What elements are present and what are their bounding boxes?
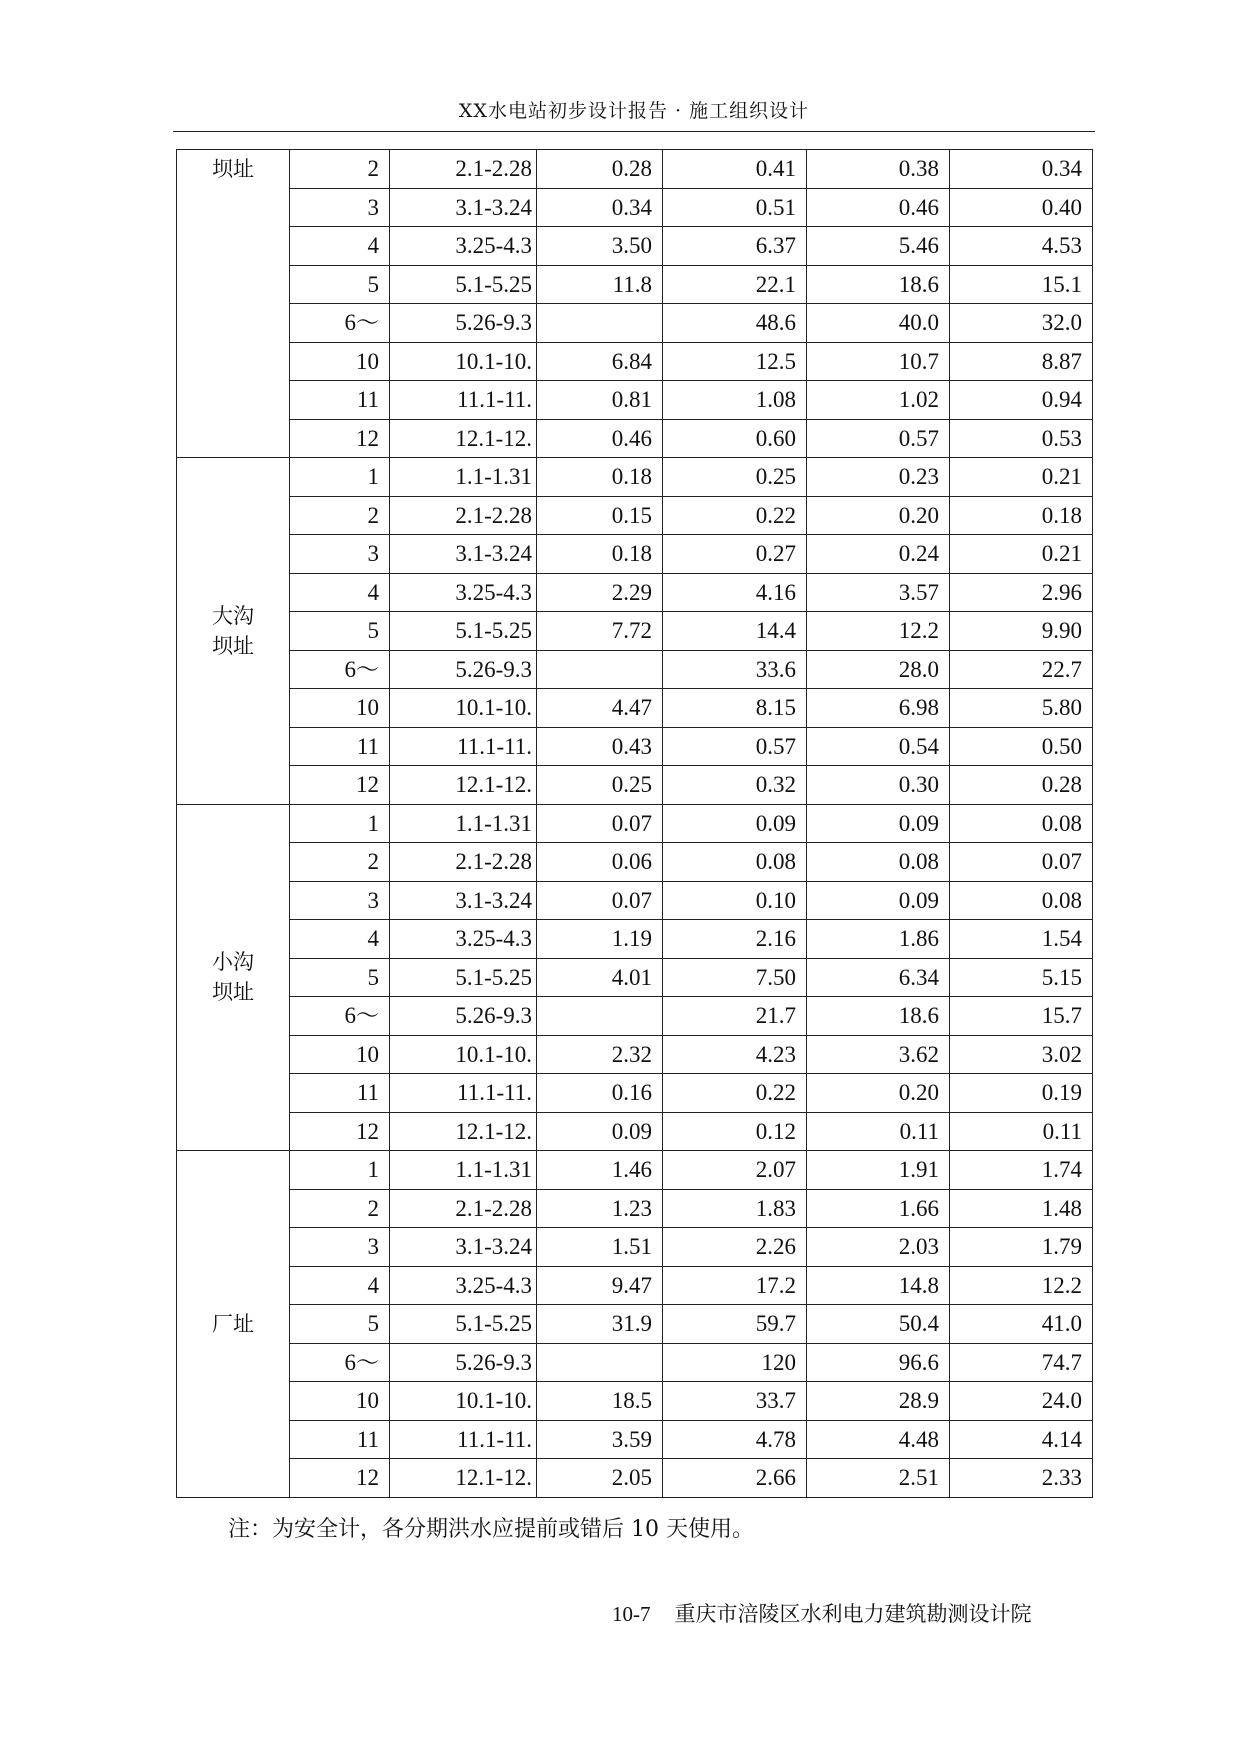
table-cell: 6～	[290, 304, 390, 343]
table-cell: 5	[290, 958, 390, 997]
table-cell: 5	[290, 1305, 390, 1344]
table-cell: 2	[290, 496, 390, 535]
table-cell: 2.26	[663, 1228, 807, 1267]
table-cell: 4	[290, 573, 390, 612]
table-cell: 3.25-4.3	[390, 920, 537, 959]
table-cell: 0.53	[950, 419, 1093, 458]
table-row	[177, 1382, 1093, 1421]
table-cell: 59.7	[663, 1305, 807, 1344]
table-cell: 33.6	[663, 650, 807, 689]
table-cell: 0.94	[950, 381, 1093, 420]
table-cell: 0.07	[537, 881, 663, 920]
table-cell: 0.09	[663, 804, 807, 843]
table-cell: 50.4	[807, 1305, 950, 1344]
table-cell: 8.87	[950, 342, 1093, 381]
table-cell: 0.09	[807, 804, 950, 843]
table-cell: 0.20	[807, 1074, 950, 1113]
table-row	[177, 1112, 1093, 1151]
table-cell: 96.6	[807, 1343, 950, 1382]
table-row	[177, 265, 1093, 304]
table-cell: 2.1-2.28	[390, 1189, 537, 1228]
table-cell: 3.62	[807, 1035, 950, 1074]
table-cell: 4	[290, 227, 390, 266]
flood-table-body	[177, 150, 1093, 1498]
table-cell: 0.11	[807, 1112, 950, 1151]
table-cell: 120	[663, 1343, 807, 1382]
table-cell: 0.81	[537, 381, 663, 420]
table-cell: 11	[290, 727, 390, 766]
table-cell: 0.07	[537, 804, 663, 843]
table-cell: 18.6	[807, 997, 950, 1036]
table-cell: 11.1-11.	[390, 1074, 537, 1113]
table-cell	[537, 650, 663, 689]
table-row	[177, 1343, 1093, 1382]
table-cell: 0.25	[537, 766, 663, 805]
table-cell: 6～	[290, 1343, 390, 1382]
table-row	[177, 997, 1093, 1036]
table-cell: 0.22	[663, 496, 807, 535]
table-cell: 6～	[290, 997, 390, 1036]
table-cell: 2.66	[663, 1459, 807, 1498]
header-rule	[173, 131, 1095, 132]
table-cell: 0.28	[537, 150, 663, 189]
table-row	[177, 727, 1093, 766]
table-cell: 2	[290, 150, 390, 189]
table-cell: 48.6	[663, 304, 807, 343]
table-cell: 0.08	[950, 881, 1093, 920]
table-cell: 10	[290, 1382, 390, 1421]
table-cell: 4.23	[663, 1035, 807, 1074]
table-cell: 3.1-3.24	[390, 881, 537, 920]
table-cell: 0.18	[537, 458, 663, 497]
table-cell: 28.9	[807, 1382, 950, 1421]
site-cell: 大沟坝址	[177, 458, 290, 805]
table-cell: 10.1-10.	[390, 342, 537, 381]
table-row	[177, 843, 1093, 882]
table-row	[177, 1420, 1093, 1459]
table-cell: 5.1-5.25	[390, 1305, 537, 1344]
table-cell: 1.66	[807, 1189, 950, 1228]
table-row	[177, 150, 1093, 189]
table-cell: 1.54	[950, 920, 1093, 959]
site-cell: 小沟坝址	[177, 804, 290, 1151]
table-cell: 12	[290, 1112, 390, 1151]
table-cell: 0.24	[807, 535, 950, 574]
table-cell: 18.6	[807, 265, 950, 304]
table-cell: 12	[290, 419, 390, 458]
table-cell: 0.08	[807, 843, 950, 882]
footer-organization: 重庆市涪陵区水利电力建筑勘测设计院	[674, 1602, 1032, 1626]
table-cell: 0.08	[663, 843, 807, 882]
table-cell: 0.16	[537, 1074, 663, 1113]
table-cell: 2.16	[663, 920, 807, 959]
table-cell: 1.46	[537, 1151, 663, 1190]
table-cell: 10.7	[807, 342, 950, 381]
table-row	[177, 188, 1093, 227]
table-cell: 0.34	[537, 188, 663, 227]
table-cell: 0.18	[537, 535, 663, 574]
table-cell: 1.1-1.31	[390, 804, 537, 843]
table-cell: 15.1	[950, 265, 1093, 304]
table-cell: 5	[290, 612, 390, 651]
table-cell: 6.84	[537, 342, 663, 381]
table-cell: 5.1-5.25	[390, 958, 537, 997]
table-cell: 3.25-4.3	[390, 573, 537, 612]
table-cell: 0.34	[950, 150, 1093, 189]
table-cell: 2.33	[950, 1459, 1093, 1498]
table-row	[177, 650, 1093, 689]
table-cell: 10.1-10.	[390, 1035, 537, 1074]
table-cell: 3.59	[537, 1420, 663, 1459]
table-row	[177, 958, 1093, 997]
table-cell: 14.4	[663, 612, 807, 651]
table-cell: 2.51	[807, 1459, 950, 1498]
table-row	[177, 612, 1093, 651]
table-note: 注：为安全计，各分期洪水应提前或错后 10 天使用。	[228, 1517, 754, 1542]
table-cell: 2.1-2.28	[390, 150, 537, 189]
table-cell: 0.28	[950, 766, 1093, 805]
table-cell: 0.57	[807, 419, 950, 458]
table-cell: 3.1-3.24	[390, 535, 537, 574]
table-row	[177, 419, 1093, 458]
table-cell: 15.7	[950, 997, 1093, 1036]
table-cell: 12	[290, 766, 390, 805]
table-cell: 0.10	[663, 881, 807, 920]
table-cell: 10.1-10.	[390, 689, 537, 728]
table-cell: 2.1-2.28	[390, 496, 537, 535]
table-cell: 11	[290, 1074, 390, 1113]
table-cell: 0.60	[663, 419, 807, 458]
table-cell: 24.0	[950, 1382, 1093, 1421]
table-row	[177, 573, 1093, 612]
table-cell	[537, 304, 663, 343]
table-cell: 4.78	[663, 1420, 807, 1459]
table-cell: 0.21	[950, 535, 1093, 574]
table-cell: 10	[290, 1035, 390, 1074]
table-cell: 0.19	[950, 1074, 1093, 1113]
table-cell: 2.32	[537, 1035, 663, 1074]
table-cell: 12.2	[950, 1266, 1093, 1305]
table-cell: 40.0	[807, 304, 950, 343]
table-cell: 7.50	[663, 958, 807, 997]
table-row	[177, 804, 1093, 843]
table-cell: 5.1-5.25	[390, 265, 537, 304]
table-cell: 10	[290, 342, 390, 381]
table-cell: 1.79	[950, 1228, 1093, 1267]
table-cell: 0.15	[537, 496, 663, 535]
table-cell: 31.9	[537, 1305, 663, 1344]
table-cell: 11	[290, 381, 390, 420]
table-row	[177, 1151, 1093, 1190]
table-cell: 9.47	[537, 1266, 663, 1305]
table-row	[177, 458, 1093, 497]
table-cell: 8.15	[663, 689, 807, 728]
table-cell: 21.7	[663, 997, 807, 1036]
table-cell: 41.0	[950, 1305, 1093, 1344]
table-cell: 0.20	[807, 496, 950, 535]
table-cell	[537, 1343, 663, 1382]
table-cell: 0.30	[807, 766, 950, 805]
table-cell: 0.25	[663, 458, 807, 497]
table-cell: 0.09	[807, 881, 950, 920]
table-cell: 22.7	[950, 650, 1093, 689]
table-row	[177, 1305, 1093, 1344]
table-cell: 2.29	[537, 573, 663, 612]
table-cell: 12.1-12.	[390, 1112, 537, 1151]
table-cell: 1.74	[950, 1151, 1093, 1190]
table-cell: 1.83	[663, 1189, 807, 1228]
page-number: 10-7	[612, 1602, 651, 1626]
table-cell: 0.23	[807, 458, 950, 497]
table-cell: 0.32	[663, 766, 807, 805]
page-header-title: XX水电站初步设计报告 · 施工组织设计	[458, 100, 810, 122]
table-cell: 2.1-2.28	[390, 843, 537, 882]
table-cell: 1	[290, 1151, 390, 1190]
table-row	[177, 381, 1093, 420]
table-cell: 74.7	[950, 1343, 1093, 1382]
table-cell: 2.03	[807, 1228, 950, 1267]
table-row	[177, 1189, 1093, 1228]
table-cell: 1.02	[807, 381, 950, 420]
table-cell: 3.57	[807, 573, 950, 612]
table-cell: 5.26-9.3	[390, 304, 537, 343]
table-cell: 10	[290, 689, 390, 728]
table-cell: 0.07	[950, 843, 1093, 882]
table-cell: 12	[290, 1459, 390, 1498]
table-cell: 5.1-5.25	[390, 612, 537, 651]
table-row	[177, 689, 1093, 728]
table-cell: 3	[290, 535, 390, 574]
table-cell: 4.14	[950, 1420, 1093, 1459]
table-cell: 12.1-12.	[390, 419, 537, 458]
table-cell: 0.46	[807, 188, 950, 227]
table-cell: 5.80	[950, 689, 1093, 728]
table-cell: 7.72	[537, 612, 663, 651]
table-cell: 1.91	[807, 1151, 950, 1190]
table-cell: 3.1-3.24	[390, 1228, 537, 1267]
table-cell: 5.26-9.3	[390, 1343, 537, 1382]
table-cell: 0.22	[663, 1074, 807, 1113]
table-row	[177, 1266, 1093, 1305]
table-row	[177, 227, 1093, 266]
table-cell: 1.1-1.31	[390, 458, 537, 497]
table-cell: 1	[290, 458, 390, 497]
table-cell: 14.8	[807, 1266, 950, 1305]
table-cell: 10.1-10.	[390, 1382, 537, 1421]
table-cell: 1.48	[950, 1189, 1093, 1228]
table-cell: 3.25-4.3	[390, 1266, 537, 1305]
table-cell: 3	[290, 1228, 390, 1267]
table-cell: 0.54	[807, 727, 950, 766]
table-cell: 0.06	[537, 843, 663, 882]
table-cell: 2	[290, 843, 390, 882]
table-cell: 0.57	[663, 727, 807, 766]
site-cell: 厂址	[177, 1151, 290, 1498]
table-cell: 9.90	[950, 612, 1093, 651]
table-cell: 32.0	[950, 304, 1093, 343]
table-cell: 11.1-11.	[390, 381, 537, 420]
table-cell: 3	[290, 881, 390, 920]
table-cell: 0.27	[663, 535, 807, 574]
table-cell: 11	[290, 1420, 390, 1459]
table-row	[177, 342, 1093, 381]
table-cell: 0.21	[950, 458, 1093, 497]
page-footer	[612, 1598, 1032, 1628]
table-cell: 0.41	[663, 150, 807, 189]
table-cell: 5.26-9.3	[390, 997, 537, 1036]
table-cell: 22.1	[663, 265, 807, 304]
table-cell: 0.18	[950, 496, 1093, 535]
table-cell: 1.1-1.31	[390, 1151, 537, 1190]
table-cell: 1.23	[537, 1189, 663, 1228]
flood-discharge-table	[176, 149, 1093, 1498]
table-cell: 6～	[290, 650, 390, 689]
table-cell: 0.38	[807, 150, 950, 189]
table-row	[177, 535, 1093, 574]
table-cell: 3.50	[537, 227, 663, 266]
table-cell: 5.46	[807, 227, 950, 266]
table-cell: 5.26-9.3	[390, 650, 537, 689]
table-cell: 1.51	[537, 1228, 663, 1267]
table-cell: 4	[290, 1266, 390, 1305]
table-cell: 0.40	[950, 188, 1093, 227]
table-cell: 28.0	[807, 650, 950, 689]
table-row	[177, 304, 1093, 343]
table-cell: 4.01	[537, 958, 663, 997]
table-row	[177, 766, 1093, 805]
table-cell: 12.1-12.	[390, 766, 537, 805]
table-cell: 0.43	[537, 727, 663, 766]
table-cell: 6.98	[807, 689, 950, 728]
table-cell: 0.11	[950, 1112, 1093, 1151]
table-cell: 1	[290, 804, 390, 843]
table-cell: 2.07	[663, 1151, 807, 1190]
table-cell: 4.16	[663, 573, 807, 612]
table-cell: 5	[290, 265, 390, 304]
table-cell: 0.50	[950, 727, 1093, 766]
table-cell: 3.02	[950, 1035, 1093, 1074]
table-cell: 11.1-11.	[390, 727, 537, 766]
table-cell: 12.2	[807, 612, 950, 651]
table-cell: 4.48	[807, 1420, 950, 1459]
table-row	[177, 1074, 1093, 1113]
table-cell: 4	[290, 920, 390, 959]
table-cell: 2.96	[950, 573, 1093, 612]
table-cell: 2	[290, 1189, 390, 1228]
table-cell: 17.2	[663, 1266, 807, 1305]
table-row	[177, 496, 1093, 535]
table-cell: 5.15	[950, 958, 1093, 997]
site-cell: 坝址	[177, 150, 290, 458]
table-cell: 1.19	[537, 920, 663, 959]
table-cell: 3.25-4.3	[390, 227, 537, 266]
table-cell: 6.34	[807, 958, 950, 997]
table-row	[177, 1459, 1093, 1498]
table-cell: 0.09	[537, 1112, 663, 1151]
table-cell: 12.1-12.	[390, 1459, 537, 1498]
table-row	[177, 920, 1093, 959]
table-cell: 1.08	[663, 381, 807, 420]
table-cell: 1.86	[807, 920, 950, 959]
table-cell: 4.53	[950, 227, 1093, 266]
table-row	[177, 1035, 1093, 1074]
table-cell	[537, 997, 663, 1036]
table-cell: 3.1-3.24	[390, 188, 537, 227]
table-cell: 0.08	[950, 804, 1093, 843]
table-cell: 0.46	[537, 419, 663, 458]
table-cell: 0.51	[663, 188, 807, 227]
table-cell: 2.05	[537, 1459, 663, 1498]
table-row	[177, 881, 1093, 920]
table-cell: 6.37	[663, 227, 807, 266]
table-cell: 11.1-11.	[390, 1420, 537, 1459]
table-cell: 0.12	[663, 1112, 807, 1151]
table-cell: 4.47	[537, 689, 663, 728]
table-row	[177, 1228, 1093, 1267]
table-cell: 12.5	[663, 342, 807, 381]
table-cell: 11.8	[537, 265, 663, 304]
table-cell: 33.7	[663, 1382, 807, 1421]
table-cell: 18.5	[537, 1382, 663, 1421]
table-cell: 3	[290, 188, 390, 227]
